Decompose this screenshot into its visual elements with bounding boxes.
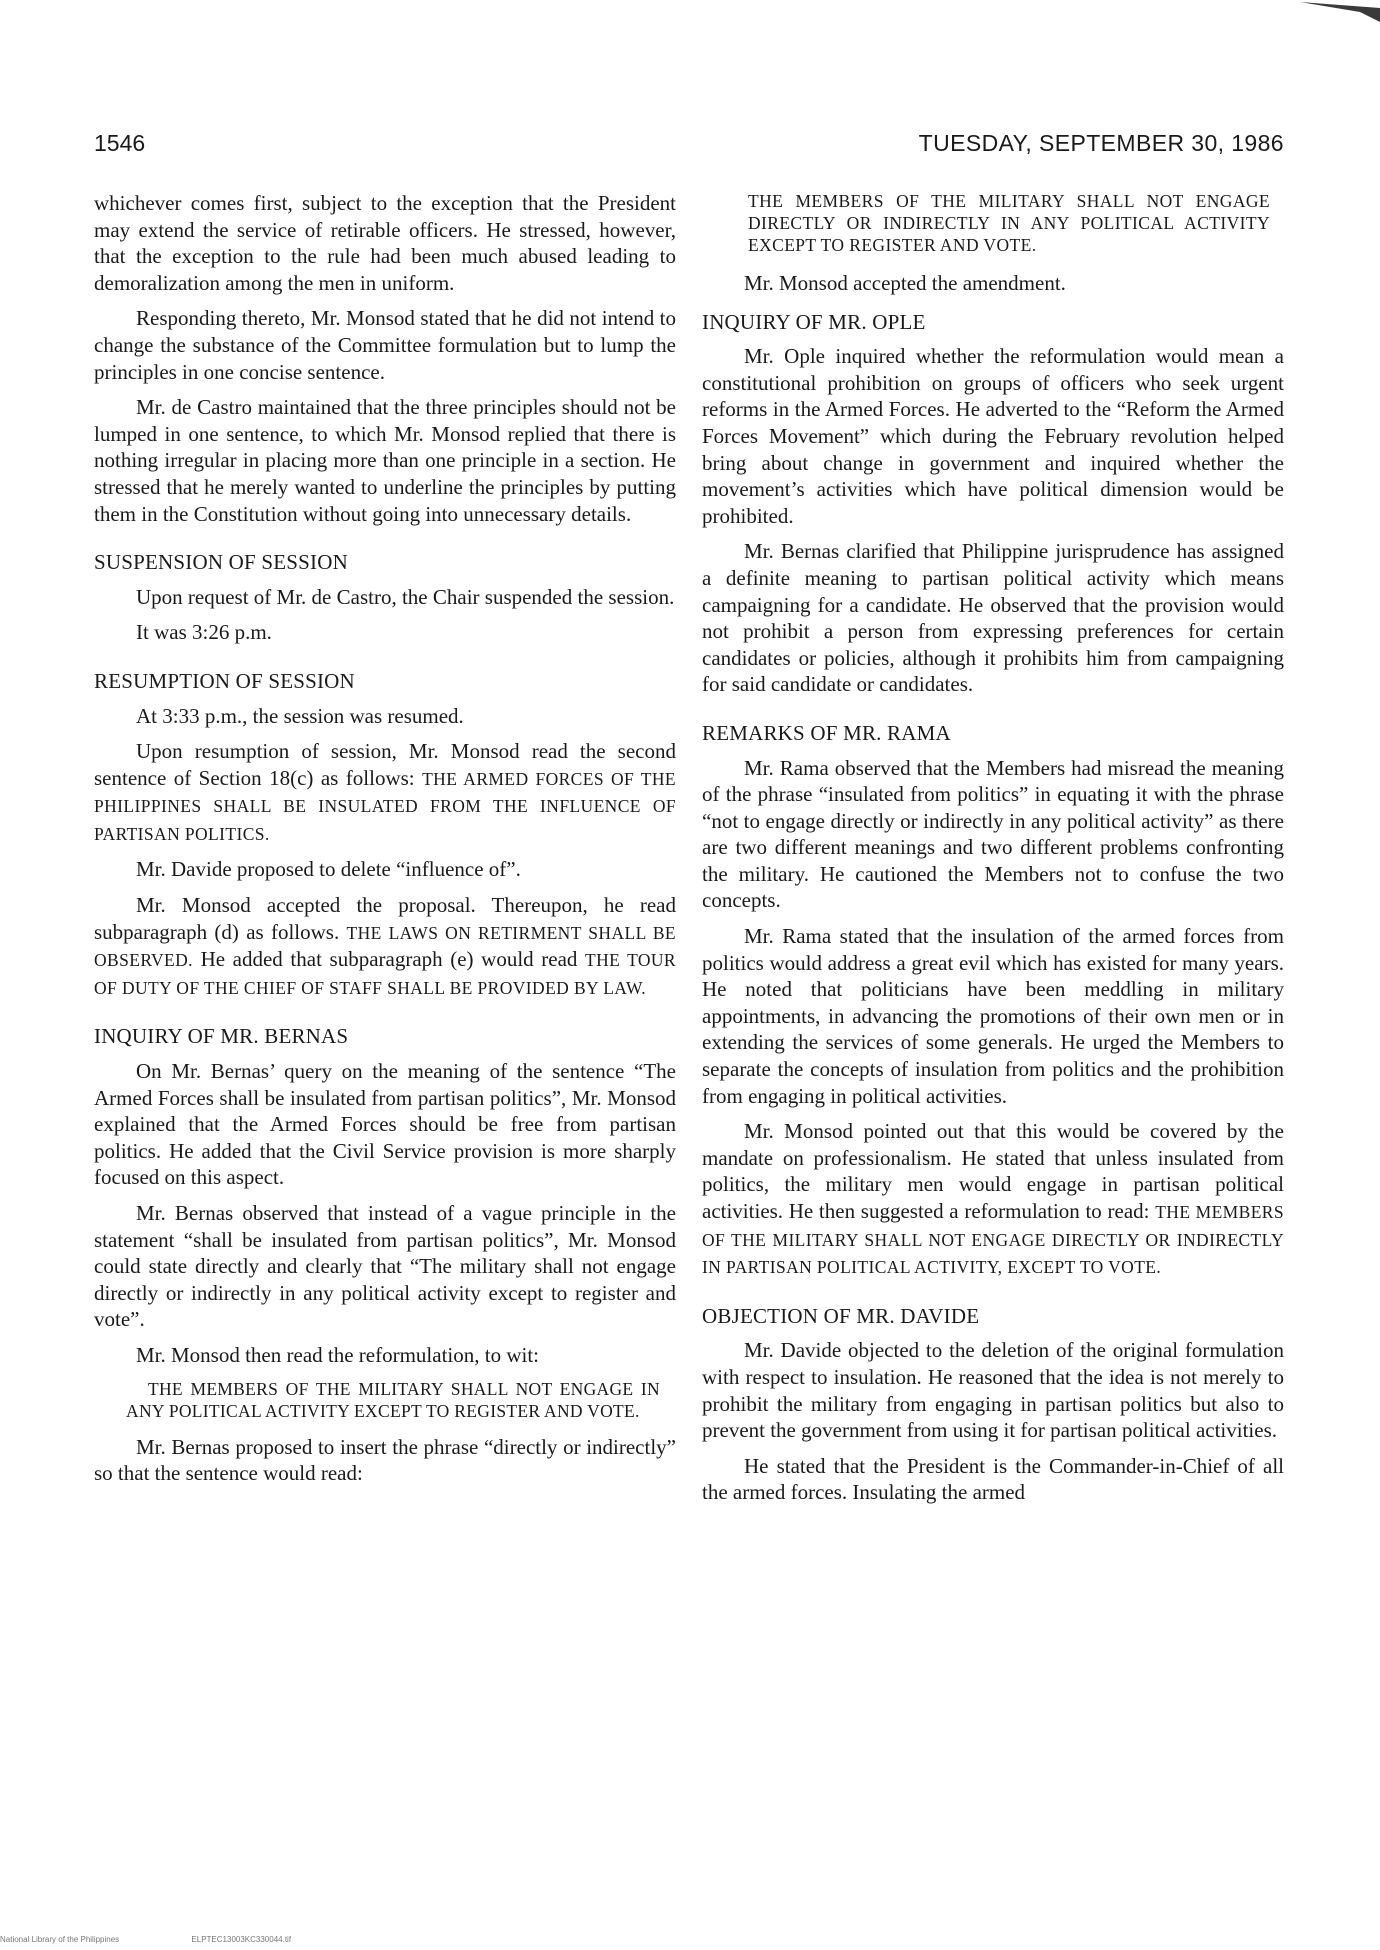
scan-footer — [0, 1935, 361, 1944]
page-header — [94, 130, 1284, 166]
paragraph: Mr. Bernas observed that instead of a vague principle in the statement “shall be insulated from partisan politics”, Mr. Monsod could state directly and clearly that “The military shall not engage directly or indirectly in any political activity except to register and vote”. — [94, 1201, 676, 1332]
paragraph: He stated that the President is the Commander-in-Chief of all the armed forces. Insulating the armed — [702, 1453, 1284, 1505]
paragraph-text: He added that subparagraph (e) would read — [192, 947, 586, 972]
right-column — [702, 190, 1284, 1515]
block-quote: THE MEMBERS OF THE MILITARY SHALL NOT ENGAGE IN ANY POLITICAL ACTIVITY EXCEPT TO REGISTER AND VOTE. — [126, 1378, 660, 1421]
section-heading-davide: OBJECTION OF MR. DAVIDE — [702, 1303, 980, 1328]
paragraph: Mr. Monsod then read the reformulation, to wit: — [136, 1342, 540, 1367]
page-date: TUESDAY, SEPTEMBER 30, 1986 — [918, 130, 1284, 156]
quoted-provision: THE LAWS ON RETIRMENT SHALL BE OBSERVED. — [94, 922, 676, 971]
paragraph-text: Upon resumption of session, Mr. Monsod read the second sentence of Section 18(c) as follows: — [94, 739, 676, 790]
section-heading-bernas: INQUIRY OF MR. BERNAS — [94, 1024, 349, 1049]
paragraph — [94, 738, 676, 847]
quoted-provision: THE MEMBERS OF THE MILITARY SHALL NOT ENGAGE DIRECTLY OR INDIRECTLY IN PARTISAN POLITICAL ACTIVITY, EXCEPT TO VOTE. — [702, 1202, 1285, 1278]
paragraph: Mr. Davide objected to the deletion of the original formulation with respect to insulation. He reasoned that the idea is not merely to prohibit the military from engaging in partisan politics but also to prevent the government from using it for partisan political activities. — [702, 1338, 1284, 1443]
section-heading-resumption: RESUMPTION OF SESSION — [94, 668, 355, 693]
library-stamp: National Library of the Philippines — [0, 1935, 120, 1944]
scan-corner-mark — [1300, 0, 1380, 22]
section-heading-rama: REMARKS OF MR. RAMA — [702, 720, 951, 745]
paragraph: Mr. Rama observed that the Members had misread the meaning of the phrase “insulated from politics” in equating it with the phrase “not to engage directly or indirectly in any political activity” as there are two different meanings and two different problems confronting the military. He cautioned the Members not to confuse the two concepts. — [702, 755, 1284, 913]
paragraph: Mr. de Castro maintained that the three principles should not be lumped in one sentence, to which Mr. Monsod replied that there is nothing irregular in placing more than one principle in a section. He stressed that he merely wanted to underline the principles by putting them in the Constitution without going into unnecessary details. — [94, 395, 676, 526]
paragraph: Mr. Davide proposed to delete “influence of”. — [136, 857, 521, 882]
paragraph-text: Mr. Monsod pointed out that this would be covered by the mandate on professionalism. He stated that unless insulated from politics, the military men would engage in partisan political activities. He then suggested a reformulation to read: — [702, 1119, 1284, 1223]
left-column — [94, 190, 676, 1496]
file-id: ELPTEC13003KC330044.tif — [191, 1935, 292, 1944]
paragraph: Upon request of Mr. de Castro, the Chair suspended the session. — [136, 584, 675, 609]
paragraph: Mr. Bernas proposed to insert the phrase “directly or indirectly” so that the sentence would read: — [94, 1434, 676, 1486]
page-number: 1546 — [94, 130, 146, 156]
quoted-provision: THE TOUR OF DUTY OF THE CHIEF OF STAFF SHALL BE PROVIDED BY LAW. — [94, 950, 676, 998]
paragraph: On Mr. Bernas’ query on the meaning of the sentence “The Armed Forces shall be insulated from partisan politics”, Mr. Monsod explained that the Armed Forces should be free from partisan politics. He added that the Civil Service provision is more sharply focused on this aspect. — [94, 1059, 676, 1190]
paragraph: whichever comes first, subject to the exception that the President may extend the service of retirable officers. He stressed, however, that the exception to the rule had been much abused leading to demoralization among the men in uniform. — [94, 191, 676, 295]
paragraph: Mr. Ople inquired whether the reformulation would mean a constitutional prohibition on groups of officers who seek urgent reforms in the Armed Forces. He adverted to the “Reform the Armed Forces Movement” which during the February revolution helped bring about change in government and inquired whether the movement’s activities which have political dimension would be prohibited. — [702, 344, 1284, 528]
block-quote: THE MEMBERS OF THE MILITARY SHALL NOT ENGAGE DIRECTLY OR INDIRECTLY IN ANY POLITICAL ACTIVITY EXCEPT TO REGISTER AND VOTE. — [748, 191, 1270, 255]
paragraph: Mr. Rama stated that the insulation of the armed forces from politics would address a great evil which has existed for many years. He noted that politicians have been meddling in military appointments, in advancing the promotions of their own men or in extending the services of some generals. He urged the Members to separate the concepts of insulation from politics and the prohibition from engaging in political activities. — [702, 924, 1284, 1108]
section-heading-suspension: SUSPENSION OF SESSION — [94, 550, 348, 575]
quoted-provision: THE ARMED FORCES OF THE PHILIPPINES SHALL BE INSULATED FROM THE INFLUENCE OF PARTISAN POLITICS. — [94, 768, 676, 844]
paragraph: Mr. Bernas clarified that Philippine jurisprudence has assigned a definite meaning to partisan political activity which means campaigning for a candidate. He observed that the provision would not prohibit a person from expressing preferences for certain candidates or policies, although it prohibits him from campaigning for said candidate or candidates. — [702, 539, 1284, 697]
paragraph — [94, 892, 676, 1001]
paragraph: It was 3:26 p.m. — [136, 620, 272, 645]
paragraph-text: Mr. Monsod accepted the proposal. Thereupon, he read subparagraph (d) as follows. — [94, 893, 676, 944]
paragraph: Mr. Monsod accepted the amendment. — [744, 271, 1066, 295]
paragraph — [702, 1118, 1284, 1281]
paragraph: At 3:33 p.m., the session was resumed. — [136, 703, 464, 728]
section-heading-ople: INQUIRY OF MR. OPLE — [702, 309, 926, 334]
paragraph: Responding thereto, Mr. Monsod stated that he did not intend to change the substance of the Committee formulation but to lump the principles in one concise sentence. — [94, 306, 676, 384]
